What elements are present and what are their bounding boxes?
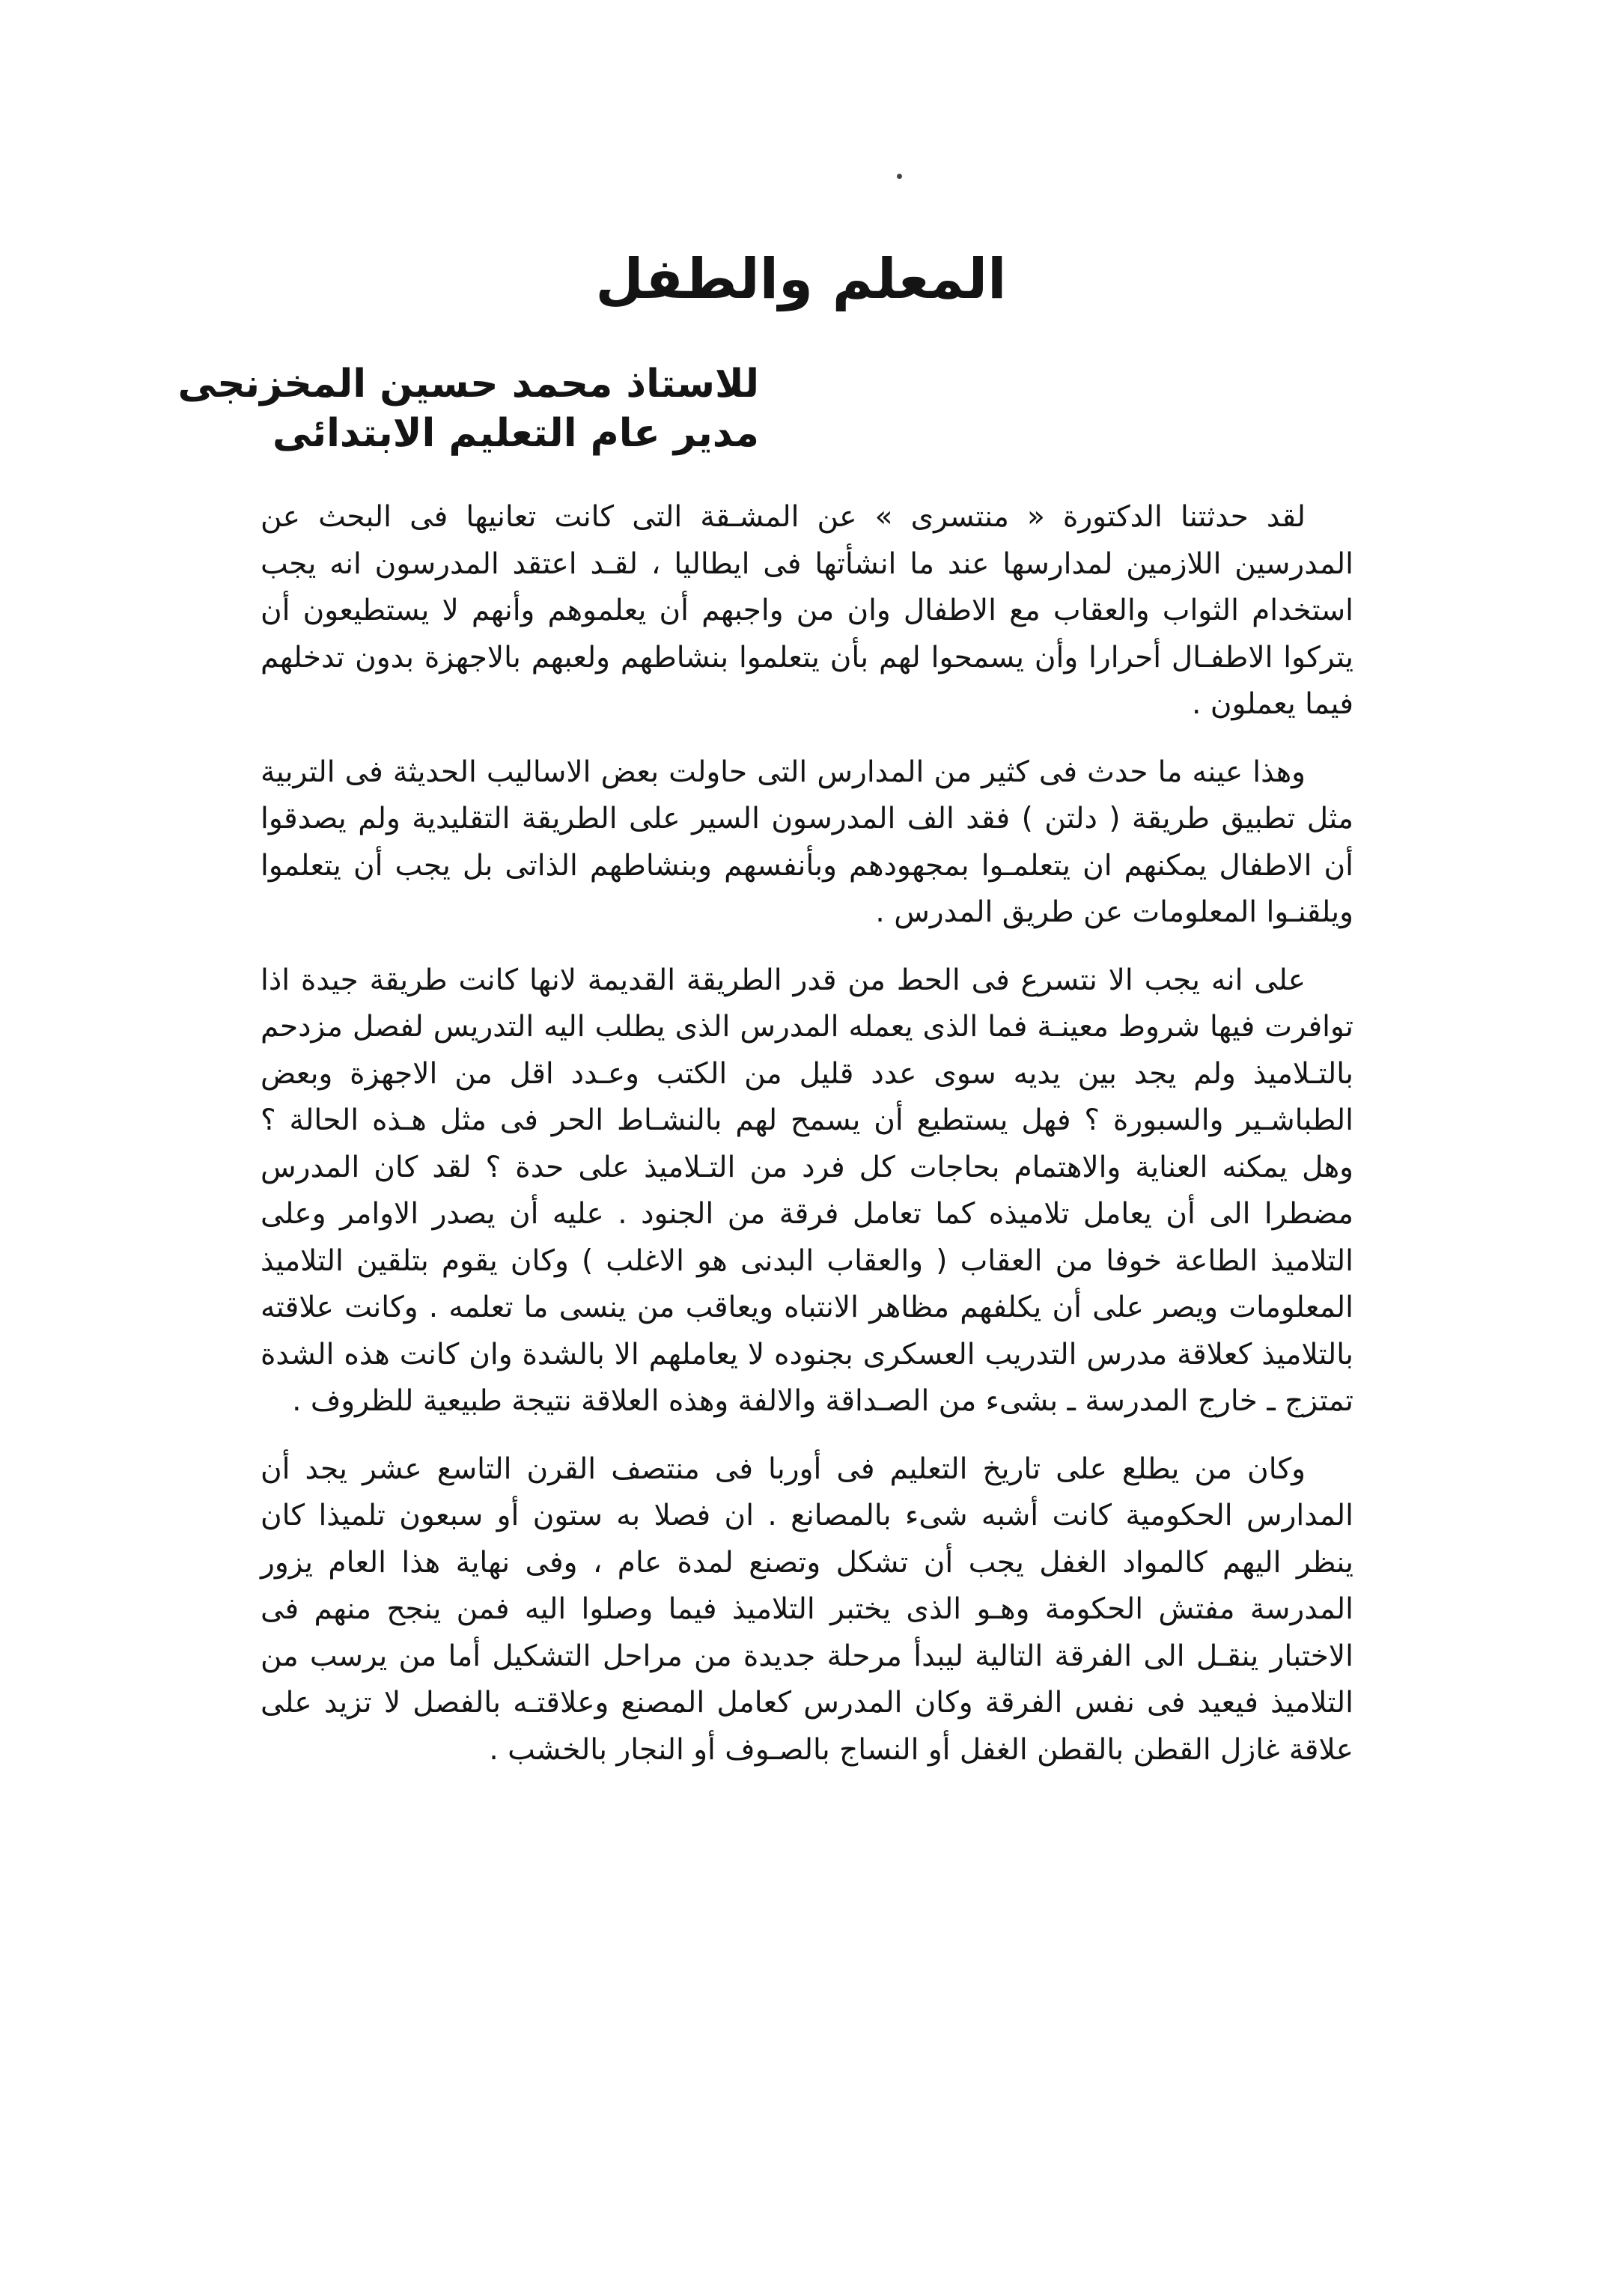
article-title: المعلم والطفل <box>595 247 1007 311</box>
article-body <box>261 494 1353 1794</box>
paragraph: وكان من يطلع على تاريخ التعليم فى أوربا فى منتصف القرن التاسع عشر يجد أن المدارس الحكومية كانت أشبه شىء بالمصانع . ان فصلا به ستون أو سبعون تلميذا كان ينظر اليهم كالمواد الغفل يجب أن تشكل وتصنع لمدة عام ، وفى نهاية هذا العام يزور المدرسة مفتش الحكومة وهـو الذى يختبر التلاميذ فيما وصلوا اليه فمن ينجح منهم فى الاختبار ينقـل الى الفرقة التالية ليبدأ مرحلة جديدة من مراحل التشكيل أما من يرسب من التلاميذ فيعيد فى نفس الفرقة وكان المدرس كعامل المصنع وعلاقتـه بالفصل لا تزيد على علاقة غازل القطن بالقطن الغفل أو النساج بالصـوف أو النجار بالخشب . <box>261 1452 1353 1767</box>
paragraph: لقد حدثتنا الدكتورة « منتسرى » عن المشـقة التى كانت تعانيها فى البحث عن المدرسين اللازمين لمدارسها عند ما انشأتها فى ايطاليا ، لقـد اعتقد المدرسون انه يجب استخدام الثواب والعقاب مع الاطفال وان من واجبهم أن يعلموهم وأنهم لا يستطيعون أن يتركوا الاطفـال أحرارا وأن يسمحوا لهم بأن يتعلموا بنشاطهم ولعبهم بالاجهزة بدون تدخلهم فيما يعملون . <box>261 500 1353 721</box>
author-name: للاستاذ محمد حسين المخزنجى <box>177 362 759 406</box>
paragraph: وهذا عينه ما حدث فى كثير من المدارس التى حاولت بعض الاساليب الحديثة فى التربية مثل تطبيق طريقة ( دلتن ) فقد الف المدرسون السير على الطريقة التقليدية ولم يصدقوا أن الاطفال يمكنهم ان يتعلمـوا بمجهودهم وبأنفسهم وبنشاطهم الذاتى بل يجب أن يتعلموا ويلقنـوا المعلومات عن طريق المدرس . <box>261 755 1353 929</box>
paragraph: على انه يجب الا نتسرع فى الحط من قدر الطريقة القديمة لانها كانت طريقة جيدة اذا توافرت فيها شروط معينـة فما الذى يعمله المدرس الذى يطلب اليه التدريس لفصل مزدحم بالتـلاميذ ولم يجد بين يديه سوى عدد قليل من الكتب وعـدد اقل من الاجهزة وبعض الطباشـير والسبورة ؟ فهل يستطيع أن يسمح لهم بالنشـاط الحر فى مثل هـذه الحالة ؟ وهل يمكنه العناية والاهتمام بحاجات كل فرد من التـلاميذ على حدة ؟ لقد كان المدرس مضطرا الى أن يعامل تلاميذه كما تعامل فرقة من الجنود . عليه أن يصدر الاوامر وعلى التلاميذ الطاعة خوفا من العقاب ( والعقاب البدنى هو الاغلب ) وكان يقوم بتلقين التلاميذ المعلومات ويصر على أن يكلفهم مظاهر الانتباه ويعاقب من ينسى ما تعلمه . وكانت علاقته بالتلاميذ كعلاقة مدرس التدريب العسكرى بجنوده لا يعاملهم الا بالشدة وان كانت هذه الشدة تمتزج ـ خارج المدرسة ـ بشىء من الصـداقة والالفة وهذه العلاقة نتيجة طبيعية للظروف . <box>261 963 1353 1418</box>
scan-speck <box>897 174 902 179</box>
author-byline <box>177 359 759 458</box>
author-position: مدير عام التعليم الابتدائى <box>272 411 759 456</box>
